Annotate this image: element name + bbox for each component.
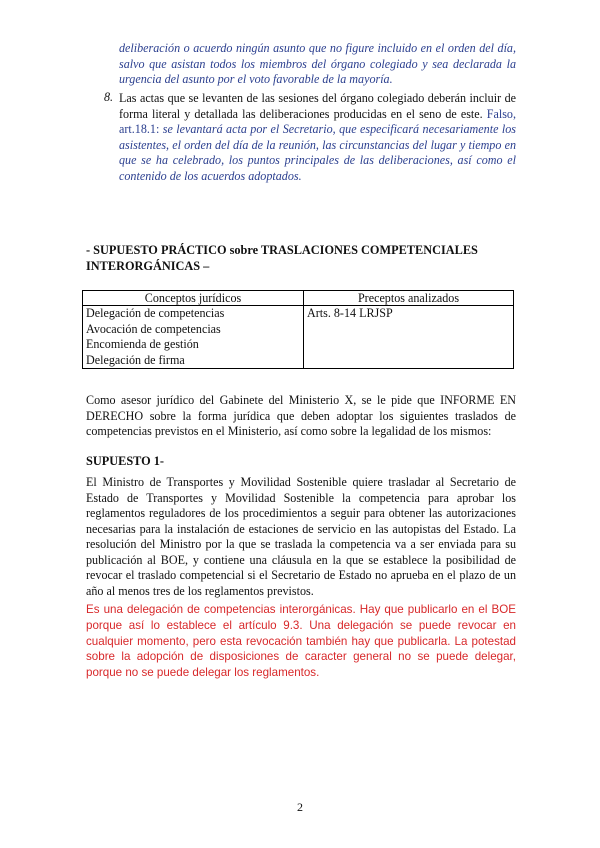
supuesto-1-answer: Es una delegación de competencias interorgánicas. Hay que publicarlo en el BOE porque así lo establece el artículo 9.3. Una delegación se puede revocar en cualquier momento, pero esta revocación también hay que publicarla. La potestad sobre la adopción de disposiciones de caracter general no se puede delegar, porque no se puede delegar los reglamentos. xyxy=(86,603,516,680)
table-header-concepts: Conceptos jurídicos xyxy=(83,291,304,306)
item-number: 8. xyxy=(104,90,114,104)
item-8 xyxy=(119,91,516,184)
concept-item: Avocación de competencias xyxy=(86,321,221,336)
concept-item: Encomienda de gestión xyxy=(86,337,199,351)
quoted-paragraph: deliberación o acuerdo ningún asunto que no figure incluido en el orden del día, salvo que asistan todos los miembros del órgano colegiado y sea declarada la urgencia del asunto por el voto favorable de la mayoría. xyxy=(119,41,516,86)
section-title: - SUPUESTO PRÁCTICO sobre TRASLACIONES COMPETENCIALES INTERORGÁNICAS – xyxy=(86,243,478,273)
item-8-ref: art.18.1: xyxy=(119,122,160,136)
item-8-quote: se levantará acta por el Secretario, que especificará necesariamente los asistentes, el orden del día de la reunión, las circunstancias del lugar y tiempo en que se ha celebrado, los puntos principales de las deliberaciones, así como el contenido de los acuerdos adoptados. xyxy=(119,122,516,183)
concept-item: Delegación de competencias xyxy=(86,306,225,320)
intro-paragraph: Como asesor jurídico del Gabinete del Ministerio X, se le pide que INFORME EN DERECHO sobre la forma jurídica que deben adoptar los siguientes traslados de competencias previstos en el Ministerio, así como sobre la legalidad de los mismos: xyxy=(86,393,516,438)
table-cell-precepts: Arts. 8-14 LRJSP xyxy=(304,306,514,369)
page-number: 2 xyxy=(297,800,303,814)
supuesto-1-title: SUPUESTO 1- xyxy=(86,454,165,468)
supuesto-1-text: El Ministro de Transportes y Movilidad Sostenible quiere trasladar al Secretario de Estado de Transportes y Movilidad Sostenible la competencia para aprobar los reglamentos reguladores de los procedimientos a seguir para obtener las autorizaciones necesarias para la instalación de estaciones de servicio en las autopistas del Estado. La resolución del Ministro por la que se traslada la competencia va a ser enviada para su publicación al BOE, y contiene una cláusula en la que se establece la posibilidad de revocar el traslado competencial si el Secretario de Estado no aprueba en el plazo de un año al menos tres de los reglamentos previstos. xyxy=(86,475,516,598)
table-cell-concepts xyxy=(83,306,304,369)
concept-item: Delegación de firma xyxy=(86,352,185,367)
concepts-table xyxy=(82,290,514,369)
item-8-verdict: Falso, xyxy=(486,106,516,121)
item-8-text: Las actas que se levanten de las sesiones del órgano colegiado deberán incluir de forma literal y detallada las deliberaciones producidas en el seno de este. xyxy=(119,91,516,121)
table-header-precepts: Preceptos analizados xyxy=(304,291,514,306)
